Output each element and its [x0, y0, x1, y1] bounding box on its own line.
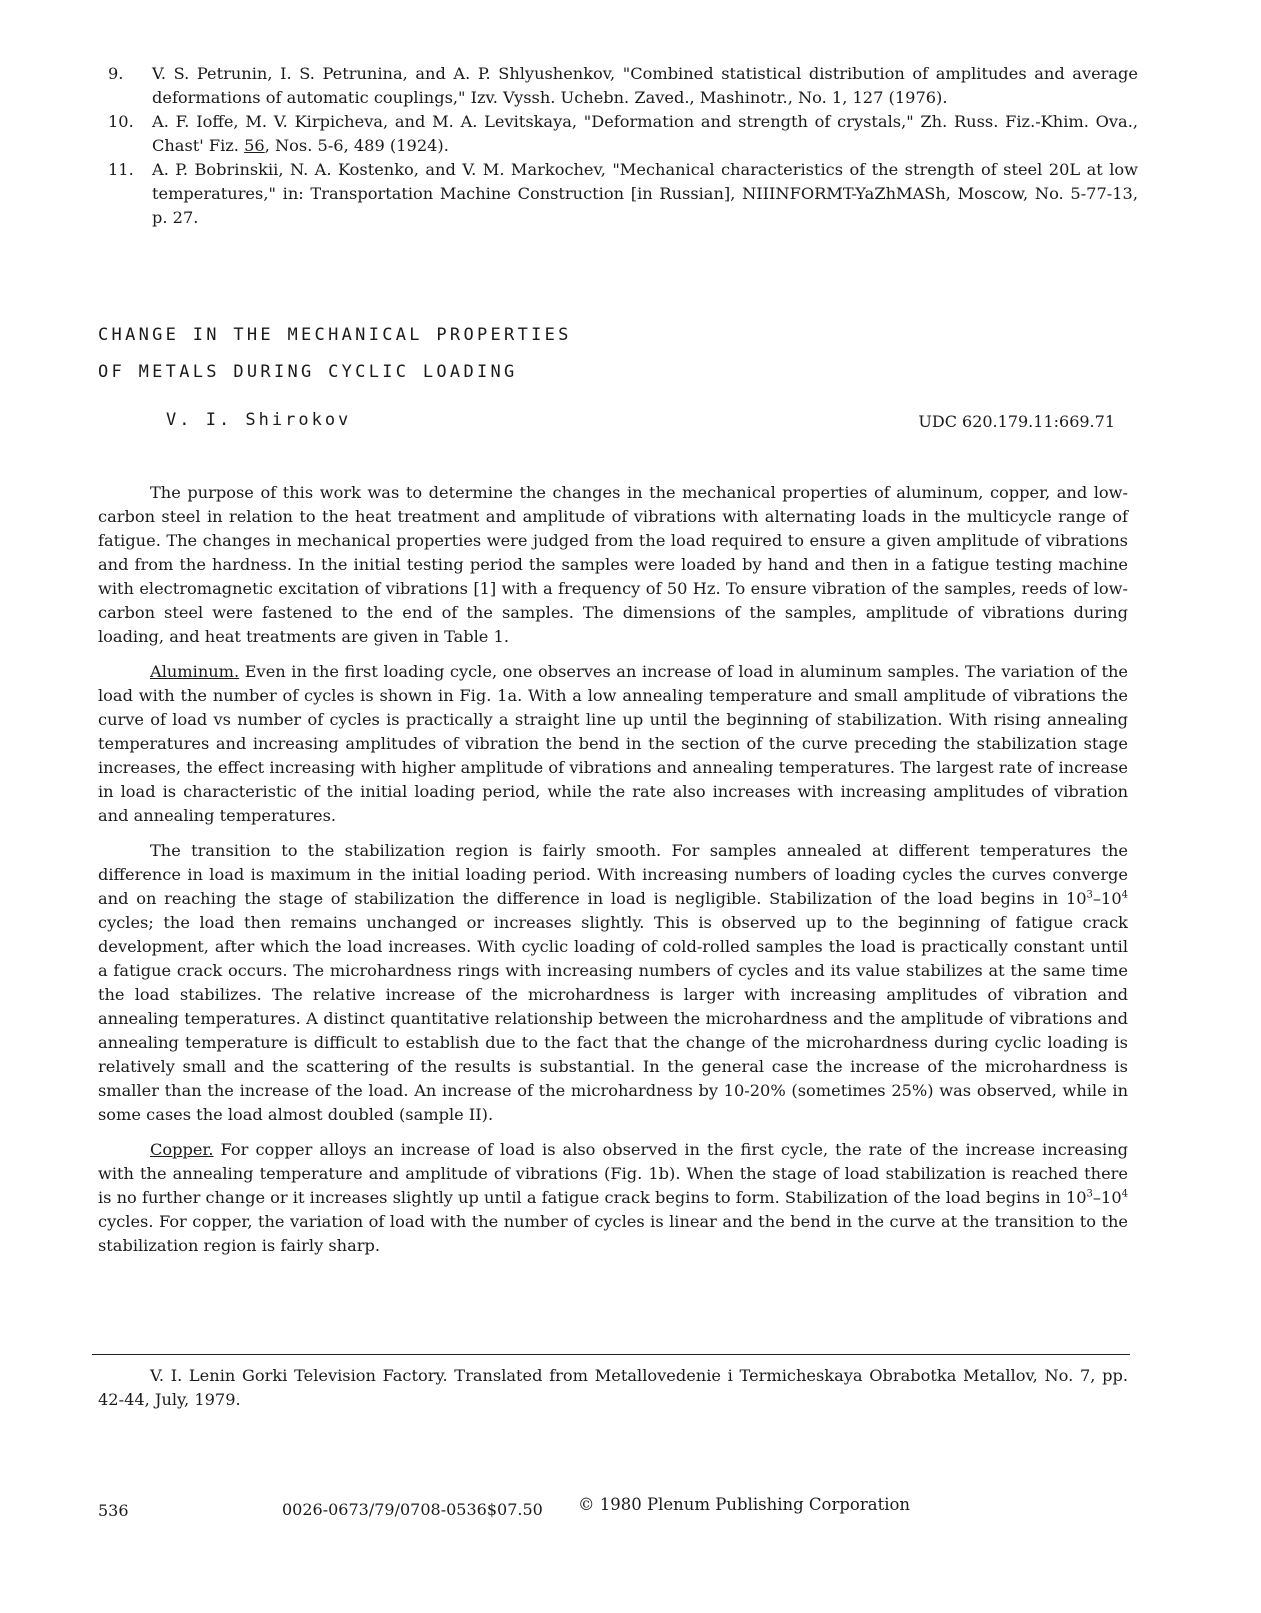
reference-item [108, 110, 1138, 158]
reference-number: 11. [108, 160, 134, 179]
article-title-line-1: CHANGE IN THE MECHANICAL PROPERTIES [98, 325, 572, 345]
reference-text: A. P. Bobrinskii, N. A. Kostenko, and V. M. Markochev, "Mechanical characteristics of the strength of steel 20L at low temperatures," in: Transportation Machine Construction [in Russian], NIIINFORMT-YaZhMASh, Moscow, No. 5-77-13, p. 27. [152, 160, 1138, 227]
article-body [98, 481, 1128, 1269]
udc-code: UDC 620.179.11:669.71 [918, 412, 1115, 431]
paragraph-text: For copper alloys an increase of load is also observed in the first cycle, the rate of the increase increasing with the annealing temperature and amplitude of vibrations (Fig. 1b). When the stage of load stabilization is reached there is no further change or it increases slightly up until a fatigue crack begins to form. Stabilization of the load begins in 10 [98, 1140, 1128, 1207]
exponent: 4 [1121, 889, 1128, 901]
reference-number: 10. [108, 112, 134, 131]
paragraph-text: cycles; the load then remains unchanged or increases slightly. This is observed up to the beginning of fatigue crack development, after which the load increases. With cyclic loading of cold-rolled samples the load is practically constant until a fatigue crack occurs. The microhardness rings with increasing numbers of cycles and its value stabilizes at the same time the load stabilizes. The relative increase of the microhardness is larger with increasing amplitudes of vibration and annealing temperatures. A distinct quantitative relationship between the microhardness and the amplitude of vibrations and annealing temperature is difficult to establish due to the fact that the change of the microhardness during cyclic loading is relatively small and the scattering of the results is substantial. In the general case the increase of the microhardness is smaller than the increase of the load. An increase of the microhardness by 10-20% (sometimes 25%) was observed, while in some cases the load almost doubled (sample II). [98, 913, 1128, 1124]
reference-item [108, 62, 1138, 110]
reference-item [108, 158, 1138, 230]
article-title-line-2: OF METALS DURING CYCLIC LOADING [98, 362, 518, 382]
footnote-text: V. I. Lenin Gorki Television Factory. Translated from Metallovedenie i Termicheskaya Obrabotka Metallov, No. 7, pp. 42-44, July, 1979. [98, 1366, 1128, 1409]
footnote-divider [92, 1354, 1130, 1355]
reference-volume: 56 [244, 136, 265, 155]
page-number: 536 [98, 1501, 129, 1520]
reference-text: V. S. Petrunin, I. S. Petrunina, and A. P. Shlyushenkov, "Combined statistical distribution of amplitudes and average deformations of automatic couplings," Izv. Vyssh. Uchebn. Zaved., Mashinotr., No. 1, 127 (1976). [152, 64, 1138, 107]
reference-text-part: , Nos. 5-6, 489 (1924). [264, 136, 449, 155]
article-author: V. I. Shirokov [166, 410, 352, 430]
footnote [98, 1364, 1128, 1412]
exponent: 4 [1121, 1188, 1128, 1200]
reference-list [108, 62, 1138, 230]
copyright-notice: © 1980 Plenum Publishing Corporation [578, 1495, 911, 1514]
article-code: 0026-0673/79/0708-0536$07.50 [282, 1500, 543, 1519]
paragraph-text: The transition to the stabilization region is fairly smooth. For samples annealed at different temperatures the difference in load is maximum in the initial loading period. With increasing numbers of loading cycles the curves converge and on reaching the stage of stabilization the difference in load is negligible. Stabilization of the load begins in 10 [98, 841, 1128, 908]
reference-number: 9. [108, 64, 124, 83]
dash-ten: –10 [1092, 889, 1122, 908]
paragraph-stabilization [98, 839, 1128, 1127]
paragraph-aluminum [98, 660, 1128, 828]
paragraph-copper [98, 1138, 1128, 1258]
exponent: 3 [1086, 1188, 1093, 1200]
paragraph-purpose: The purpose of this work was to determine the changes in the mechanical properties of aluminum, copper, and low-carbon steel in relation to the heat treatment and amplitude of vibrations with alternating loads in the multicycle range of fatigue. The changes in mechanical properties were judged from the load required to ensure a given amplitude of vibrations and from the hardness. In the initial testing period the samples were loaded by hand and then in a fatigue testing machine with electromagnetic excitation of vibrations [1] with a frequency of 50 Hz. To ensure vibration of the samples, reeds of low-carbon steel were fastened to the end of the samples. The dimensions of the samples, amplitude of vibrations during loading, and heat treatments are given in Table 1. [98, 483, 1128, 646]
reference-text-part: A. F. Ioffe, M. V. Kirpicheva, and M. A. Levitskaya, "Deformation and strength of crystals," Zh. Russ. Fiz.-Khim. Ova., Chast' Fiz. [152, 112, 1138, 155]
reference-text [152, 110, 1138, 158]
section-heading-copper: Copper. [150, 1140, 214, 1159]
paragraph-text: cycles. For copper, the variation of load with the number of cycles is linear and the bend in the curve at the transition to the stabilization region is fairly sharp. [98, 1212, 1128, 1255]
section-heading-aluminum: Aluminum. [150, 662, 240, 681]
exponent: 3 [1086, 889, 1093, 901]
paragraph-text: Even in the first loading cycle, one observes an increase of load in aluminum samples. The variation of the load with the number of cycles is shown in Fig. 1a. With a low annealing temperature and small amplitude of vibrations the curve of load vs number of cycles is practically a straight line up until the beginning of stabilization. With rising annealing temperatures and increasing amplitudes of vibration the bend in the section of the curve preceding the stabilization stage increases, the effect increasing with higher amplitude of vibrations and annealing temperatures. The largest rate of increase in load is characteristic of the initial loading period, while the rate also increases with increasing amplitudes of vibration and annealing temperatures. [98, 662, 1128, 825]
dash-ten: –10 [1092, 1188, 1122, 1207]
